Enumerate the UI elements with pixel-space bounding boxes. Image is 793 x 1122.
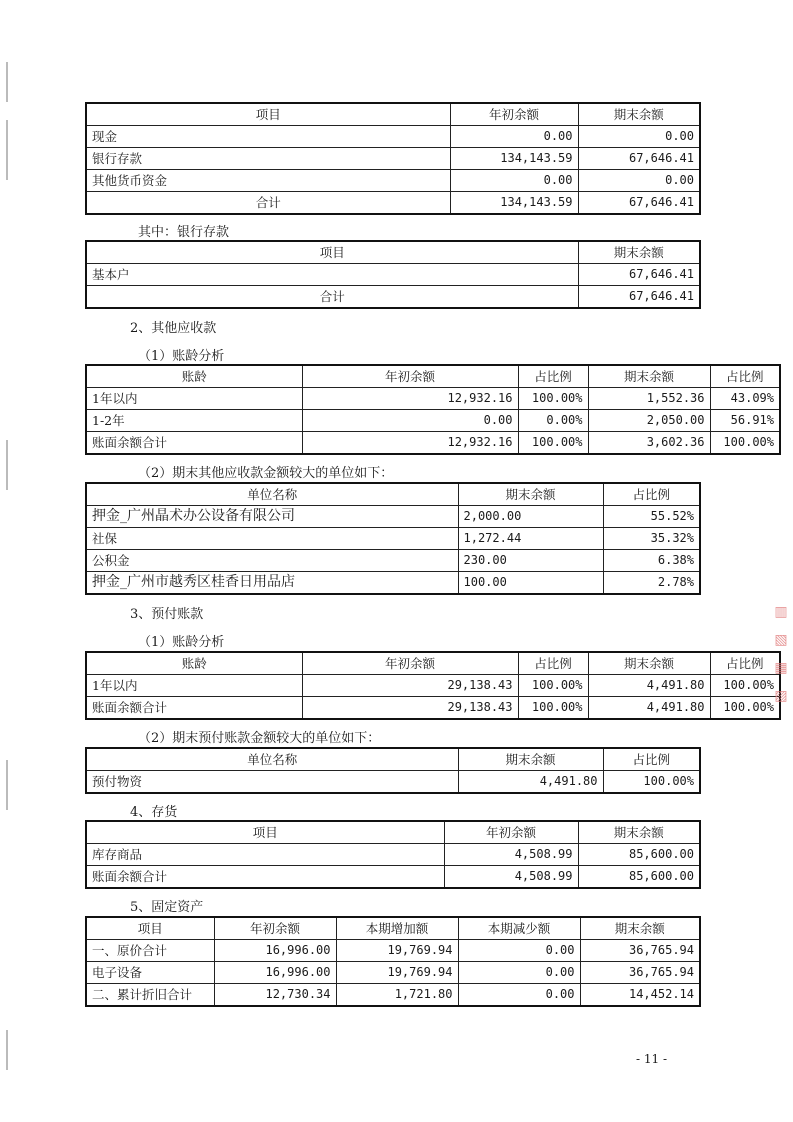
- cell: 押金_广州晶术办公设备有限公司: [86, 506, 458, 528]
- cell: 12,730.34: [214, 984, 336, 1007]
- table-total-row: [86, 866, 700, 889]
- cell: 36,765.94: [580, 962, 700, 984]
- cell: 100.00: [458, 572, 603, 595]
- binding-margin-mark: [6, 760, 12, 810]
- table-row: [86, 170, 700, 192]
- table-row: [86, 506, 700, 528]
- table-total-row: [86, 192, 700, 215]
- header-cell: 本期增加额: [336, 917, 458, 940]
- cell: 库存商品: [86, 844, 444, 866]
- cell: 85,600.00: [578, 866, 700, 889]
- header-cell: 期末余额: [580, 917, 700, 940]
- cell: 账面余额合计: [86, 866, 444, 889]
- seal-mark: ▧: [774, 632, 788, 648]
- binding-margin-mark: [6, 120, 12, 180]
- table-total-row: [86, 286, 700, 309]
- table-row: [86, 388, 780, 410]
- cell: 1年以内: [86, 675, 302, 697]
- section-4-title: 4、存货: [130, 805, 178, 820]
- cell: 67,646.41: [578, 264, 700, 286]
- seal-mark: ▥: [774, 604, 788, 620]
- inventory-table: [85, 820, 701, 889]
- cell: 85,600.00: [578, 844, 700, 866]
- table-header-row: [86, 821, 700, 844]
- table-row: [86, 771, 700, 794]
- cell: 100.00%: [710, 675, 780, 697]
- cell: 12,932.16: [302, 388, 518, 410]
- seal-mark: ▦: [774, 660, 788, 676]
- cell: 230.00: [458, 550, 603, 572]
- prepaid-aging-table: [85, 651, 781, 720]
- header-cell: 年初余额: [214, 917, 336, 940]
- header-cell: 年初余额: [302, 365, 518, 388]
- cell: 4,508.99: [444, 844, 578, 866]
- cell: 0.00: [578, 126, 700, 148]
- header-cell: 项目: [86, 241, 578, 264]
- cell: 100.00%: [518, 388, 588, 410]
- cell: 1,721.80: [336, 984, 458, 1007]
- cell: 0.00: [302, 410, 518, 432]
- table-header-row: [86, 917, 700, 940]
- cell: 100.00%: [518, 432, 588, 455]
- header-cell: 账龄: [86, 652, 302, 675]
- cell: 56.91%: [710, 410, 780, 432]
- cell: 35.32%: [603, 528, 700, 550]
- section-5-title: 5、固定资产: [130, 900, 204, 915]
- page-number: - 11 -: [636, 1052, 668, 1066]
- header-cell: 单位名称: [86, 748, 458, 771]
- cell: 0.00: [450, 170, 578, 192]
- header-cell: 期末余额: [458, 483, 603, 506]
- table-row: [86, 148, 700, 170]
- cell: 银行存款: [86, 148, 450, 170]
- table-total-row: [86, 697, 780, 720]
- cell: 其他货币资金: [86, 170, 450, 192]
- cell: 29,138.43: [302, 675, 518, 697]
- seal-stamp-fragment: [771, 598, 791, 710]
- cell: 0.00: [458, 940, 580, 962]
- cell: 2,000.00: [458, 506, 603, 528]
- prepaid-units-table: [85, 747, 701, 794]
- table-row: [86, 528, 700, 550]
- cell: 6.38%: [603, 550, 700, 572]
- cell: 16,996.00: [214, 940, 336, 962]
- cell: 4,491.80: [588, 697, 710, 720]
- cell: 12,932.16: [302, 432, 518, 455]
- section-2-sub-2: （2）期末其他应收款金额较大的单位如下：: [138, 466, 394, 481]
- table-row: [86, 675, 780, 697]
- cell: 134,143.59: [450, 192, 578, 215]
- cell: 36,765.94: [580, 940, 700, 962]
- cell: 社保: [86, 528, 458, 550]
- cell: 4,491.80: [588, 675, 710, 697]
- table-row: [86, 264, 700, 286]
- header-cell: 单位名称: [86, 483, 458, 506]
- cell: 基本户: [86, 264, 578, 286]
- table-total-row: [86, 432, 780, 455]
- section-2-sub-1: （1）账龄分析: [138, 349, 225, 364]
- header-cell: 期末余额: [458, 748, 603, 771]
- cell: 合计: [86, 192, 450, 215]
- cell: 100.00%: [518, 697, 588, 720]
- cell: 账面余额合计: [86, 697, 302, 720]
- header-cell: 年初余额: [450, 103, 578, 126]
- header-cell: 期末余额: [578, 821, 700, 844]
- table-row: [86, 844, 700, 866]
- header-cell: 期末余额: [588, 652, 710, 675]
- cell: 0.00: [578, 170, 700, 192]
- cell: 16,996.00: [214, 962, 336, 984]
- cell: 1-2年: [86, 410, 302, 432]
- cell: 账面余额合计: [86, 432, 302, 455]
- other-receivables-units-table: [85, 482, 701, 595]
- binding-margin-mark: [6, 440, 12, 490]
- header-cell: 占比例: [710, 365, 780, 388]
- table-header-row: [86, 365, 780, 388]
- cell: 1,272.44: [458, 528, 603, 550]
- cell: 55.52%: [603, 506, 700, 528]
- section-2-title: 2、其他应收款: [130, 321, 217, 336]
- cell: 100.00%: [710, 697, 780, 720]
- table-header-row: [86, 483, 700, 506]
- binding-margin-mark: [6, 62, 12, 102]
- cell: 押金_广州市越秀区桂香日用品店: [86, 572, 458, 595]
- header-cell: 期末余额: [588, 365, 710, 388]
- header-cell: 项目: [86, 103, 450, 126]
- cell: 0.00%: [518, 410, 588, 432]
- header-cell: 年初余额: [444, 821, 578, 844]
- header-cell: 年初余额: [302, 652, 518, 675]
- cell: 43.09%: [710, 388, 780, 410]
- header-cell: 本期减少额: [458, 917, 580, 940]
- cell: 0.00: [458, 984, 580, 1007]
- header-cell: 账龄: [86, 365, 302, 388]
- cash-table: [85, 102, 701, 215]
- cell: 4,508.99: [444, 866, 578, 889]
- cell: 29,138.43: [302, 697, 518, 720]
- table-row: [86, 984, 700, 1007]
- cell: 19,769.94: [336, 962, 458, 984]
- cell: 67,646.41: [578, 286, 700, 309]
- fixed-assets-table: [85, 916, 701, 1007]
- cell: 0.00: [458, 962, 580, 984]
- header-cell: 期末余额: [578, 241, 700, 264]
- cell: 100.00%: [518, 675, 588, 697]
- cell: 4,491.80: [458, 771, 603, 794]
- table-row: [86, 940, 700, 962]
- section-3-sub-2: （2）期末预付账款金额较大的单位如下：: [138, 731, 381, 746]
- table-row: [86, 126, 700, 148]
- cell: 1年以内: [86, 388, 302, 410]
- cell: 2,050.00: [588, 410, 710, 432]
- cell: 67,646.41: [578, 148, 700, 170]
- table-header-row: [86, 241, 700, 264]
- section-3-title: 3、预付账款: [130, 607, 204, 622]
- cell: 公积金: [86, 550, 458, 572]
- cell: 67,646.41: [578, 192, 700, 215]
- cell: 19,769.94: [336, 940, 458, 962]
- cell: 二、累计折旧合计: [86, 984, 214, 1007]
- table-row: [86, 572, 700, 595]
- table-row: [86, 410, 780, 432]
- cell: 预付物资: [86, 771, 458, 794]
- table-row: [86, 962, 700, 984]
- bank-note: 其中：银行存款: [138, 225, 230, 240]
- header-cell: 项目: [86, 821, 444, 844]
- table-header-row: [86, 748, 700, 771]
- cell: 14,452.14: [580, 984, 700, 1007]
- header-cell: 占比例: [518, 652, 588, 675]
- section-3-sub-1: （1）账龄分析: [138, 635, 225, 650]
- header-cell: 占比例: [603, 483, 700, 506]
- header-cell: 占比例: [603, 748, 700, 771]
- table-header-row: [86, 103, 700, 126]
- cell: 3,602.36: [588, 432, 710, 455]
- cell: 一、原价合计: [86, 940, 214, 962]
- cell: 100.00%: [603, 771, 700, 794]
- cell: 1,552.36: [588, 388, 710, 410]
- cell: 现金: [86, 126, 450, 148]
- table-row: [86, 550, 700, 572]
- cell: 合计: [86, 286, 578, 309]
- header-cell: 期末余额: [578, 103, 700, 126]
- cell: 0.00: [450, 126, 578, 148]
- binding-margin-mark: [6, 1030, 12, 1070]
- cell: 134,143.59: [450, 148, 578, 170]
- bank-table: [85, 240, 701, 309]
- header-cell: 占比例: [518, 365, 588, 388]
- cell: 电子设备: [86, 962, 214, 984]
- cell: 2.78%: [603, 572, 700, 595]
- header-cell: 占比例: [710, 652, 780, 675]
- other-receivables-aging-table: [85, 364, 781, 455]
- seal-mark: ▨: [774, 688, 788, 704]
- header-cell: 项目: [86, 917, 214, 940]
- cell: 100.00%: [710, 432, 780, 455]
- table-header-row: [86, 652, 780, 675]
